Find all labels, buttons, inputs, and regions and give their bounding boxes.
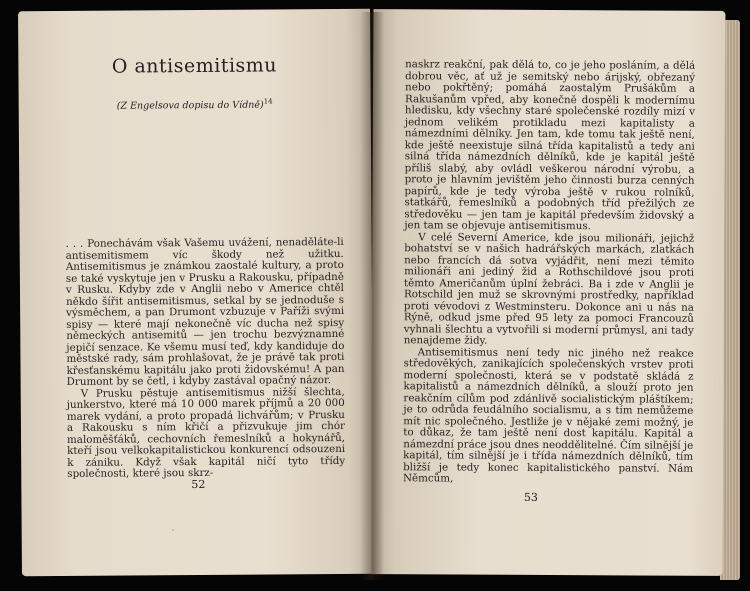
paragraph: . . . Ponechávám však Vašemu uvážení, nenaděláte-li antisemitismem víc škody než užitku. Antisemitismus je známkou zaostalé kultury, a proto se také vyskytuje jen v Prusku a Rakousku, případně v Rusku. Kdyby zde v Anglii nebo v Americe chtěl někdo šířit antisemitismus, setkal by se jednoduše s výsměchem, a pan Drumont vzbuzuje v Paříži svými spisy — které mají nekonečně víc ducha než spisy německých antisemitů — jen trochu bezvýznamné jepičí senzace. Ke všemu musí teď, kdy kandiduje do městské rady, sám prohlašovat, že je právě tak proti křesťanskému kapitálu jako proti židovskému! A pan Drumont by se četl, i kdyby zastával opačný názor. [65,235,345,388]
paragraph: V Prusku pěstuje antisemitismus nižší šlechta, junkerstvo, které má 10 000 marek příjmů a 20 000 marek vydání, a proto propadá lichvářům; v Prusku a Rakousku s ním křičí a přizvukuje jim chór maloměšťáků, cechovních řemeslníků a hokynářů, kteří jsou velkokapitalistickou konkurencí odsouzeni k zániku. Když však kapitál ničí tyto třídy společnosti, které jsou skrz- [66,385,346,480]
paragraph: naskrz reakční, pak dělá to, co je jeho posláním, a dělá dobrou věc, ať už je semitský nebo árijský, obřezaný nebo pokřtěný; pomáhá zaostalým Prušákům a Rakušanům vpřed, aby konečně dospěli k modernímu hledisku, kdy všechny staré společenské rozdíly mizí v jednom velikém protikladu mezi kapitalisty a námezdními dělníky. Jen tam, kde tomu tak ještě není, kde ještě neexistuje silná třída kapitalistů a tedy ani silná třída námezdních dělníků, kde je kapitál ještě příliš slabý, aby ovládl veškerou národní výrobu, a proto je hlavním jevištěm jeho činnosti burza cenných papírů, kde je tedy výroba ještě v rukou rolníků, statkářů, řemeslníků a podobných tříd přežilých ze středověku — jen tam je kapitál především židovský a jen tam se objevuje antisemitismus. [404,58,696,233]
subtitle-text: (Z Engelsova dopisu do Vídně) [116,99,264,112]
left-body-text [66,237,346,480]
page-number-left: 52 [191,477,206,492]
footnote-reference: 14 [263,97,273,106]
book-spine-shadow [360,12,384,580]
left-page [18,9,374,576]
paragraph: Antisemitismus není tedy nic jiného než reakce středověkých, zanikajících společenských vrstev proti moderní společnosti, která se v podstatě skládá z kapitalistů a námezdních dělníků, a slouží proto jen reakčním cílům pod zdánlivě socialistickým pláštíkem; je to odrůda feudálního socialismu, a s tím nemůžeme mít nic společného. Jestliže je v nějaké zemi možný, je to důkaz, že tam ještě není dost kapitálu. Kapitál a námezdní práce jsou dnes neoddělitelné. Čím silnější je kapitál, tím silnější je i třída námezdních dělníků, tím bližší je tedy konec kapitalistického panství. Nám Němcům, [402,345,694,485]
page-number-right: 53 [523,490,538,504]
chapter-subtitle [19,97,371,113]
right-body-text [403,59,695,486]
paragraph: V celé Severní Americe, kde jsou milionáři, jejichž bohatství se v našich hadrářských markách, zlatkách nebo francích dá sotva vyjádřit, není mezi těmito milionáři ani jediný žid a Rothschildové jsou proti těmto Američanům úplní žebráci. Ba i zde v Anglii je Rotschild jen muž se skrovnými prostředky, například proti vévodovi z Westminsteru. Dokonce ani u nás na Rýně, odkud jsme před 95 lety za pomoci Francouzů vyhnali šlechtu a vytvořili si moderní průmysl, ani tady nenajdeme židy. [403,230,695,347]
paper-mark: · [171,526,175,537]
chapter-title: O antisemitismu [111,54,278,78]
right-page [371,9,726,576]
